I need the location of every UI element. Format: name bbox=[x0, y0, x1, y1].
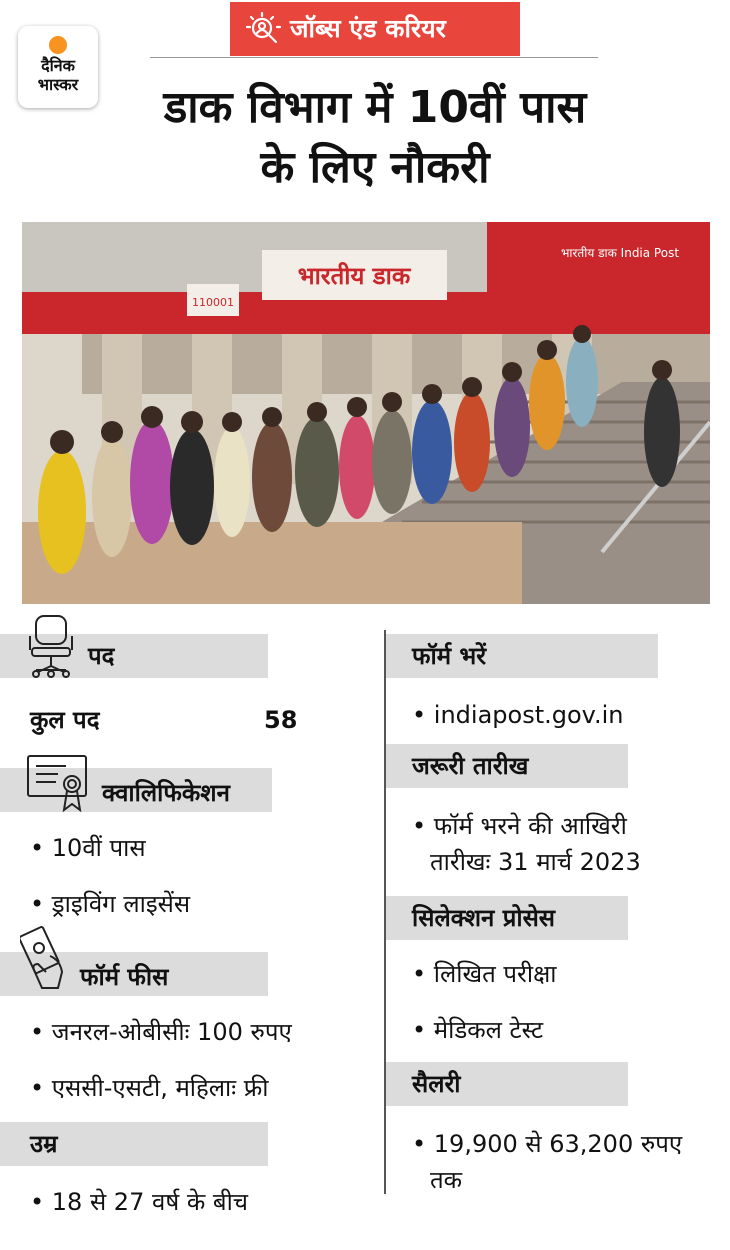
brand-logo bbox=[18, 26, 98, 108]
dates-line-1: • फॉर्म भरने की आखिरी bbox=[412, 812, 627, 840]
selection-item-1: • लिखित परीक्षा bbox=[412, 960, 557, 988]
search-icon bbox=[246, 11, 282, 47]
headline-line1: डाक विभाग में 10वीं पास bbox=[163, 82, 587, 133]
apply-heading: फॉर्म भरें bbox=[412, 642, 487, 670]
post-office-photo bbox=[22, 222, 710, 604]
photo-sign-text: भारतीय डाक bbox=[297, 262, 411, 290]
post-office-scene bbox=[22, 222, 710, 604]
photo-pin-text: 110001 bbox=[192, 296, 234, 309]
selection-item-2: • मेडिकल टेस्ट bbox=[412, 1016, 544, 1044]
salary-line-2: तक bbox=[430, 1166, 463, 1194]
post-heading: पद bbox=[88, 642, 115, 670]
fee-item-2: • एससी-एसटी, महिलाः फ्री bbox=[30, 1074, 269, 1102]
qualification-item-1: • 10वीं पास bbox=[30, 834, 146, 862]
age-heading: उम्र bbox=[30, 1130, 58, 1158]
brand-name-line1: दैनिक bbox=[41, 56, 75, 75]
brand-sun-icon bbox=[49, 36, 67, 54]
headline bbox=[110, 78, 640, 198]
brand-name-line2: भास्कर bbox=[37, 75, 79, 94]
photo-logo-text: भारतीय डाक India Post bbox=[560, 246, 680, 260]
office-chair-icon bbox=[26, 614, 76, 680]
category-badge bbox=[230, 2, 520, 56]
qualification-heading: क्वालिफिकेशन bbox=[102, 779, 230, 807]
qualification-item-2: • ड्राइविंग लाइसेंस bbox=[30, 890, 191, 918]
selection-heading: सिलेक्शन प्रोसेस bbox=[412, 904, 556, 932]
category-label: जॉब्स एंड करियर bbox=[290, 14, 446, 43]
category-rule bbox=[150, 57, 598, 58]
dates-heading: जरूरी तारीख bbox=[412, 752, 529, 780]
age-item-1: • 18 से 27 वर्ष के बीच bbox=[30, 1188, 249, 1216]
dates-line-2: तारीखः 31 मार्च 2023 bbox=[430, 848, 641, 876]
total-posts-value: 58 bbox=[264, 706, 298, 734]
total-posts-label: कुल पद bbox=[30, 706, 100, 734]
salary-line-1: • 19,900 से 63,200 रुपए bbox=[412, 1130, 683, 1158]
apply-website: • indiapost.gov.in bbox=[412, 701, 624, 729]
cash-hand-icon bbox=[20, 926, 74, 992]
headline-line2: के लिए नौकरी bbox=[260, 142, 490, 193]
salary-heading: सैलरी bbox=[412, 1070, 461, 1098]
fee-heading: फॉर्म फीस bbox=[80, 963, 169, 991]
fee-item-1: • जनरल-ओबीसीः 100 रुपए bbox=[30, 1018, 292, 1046]
certificate-icon bbox=[26, 754, 88, 814]
